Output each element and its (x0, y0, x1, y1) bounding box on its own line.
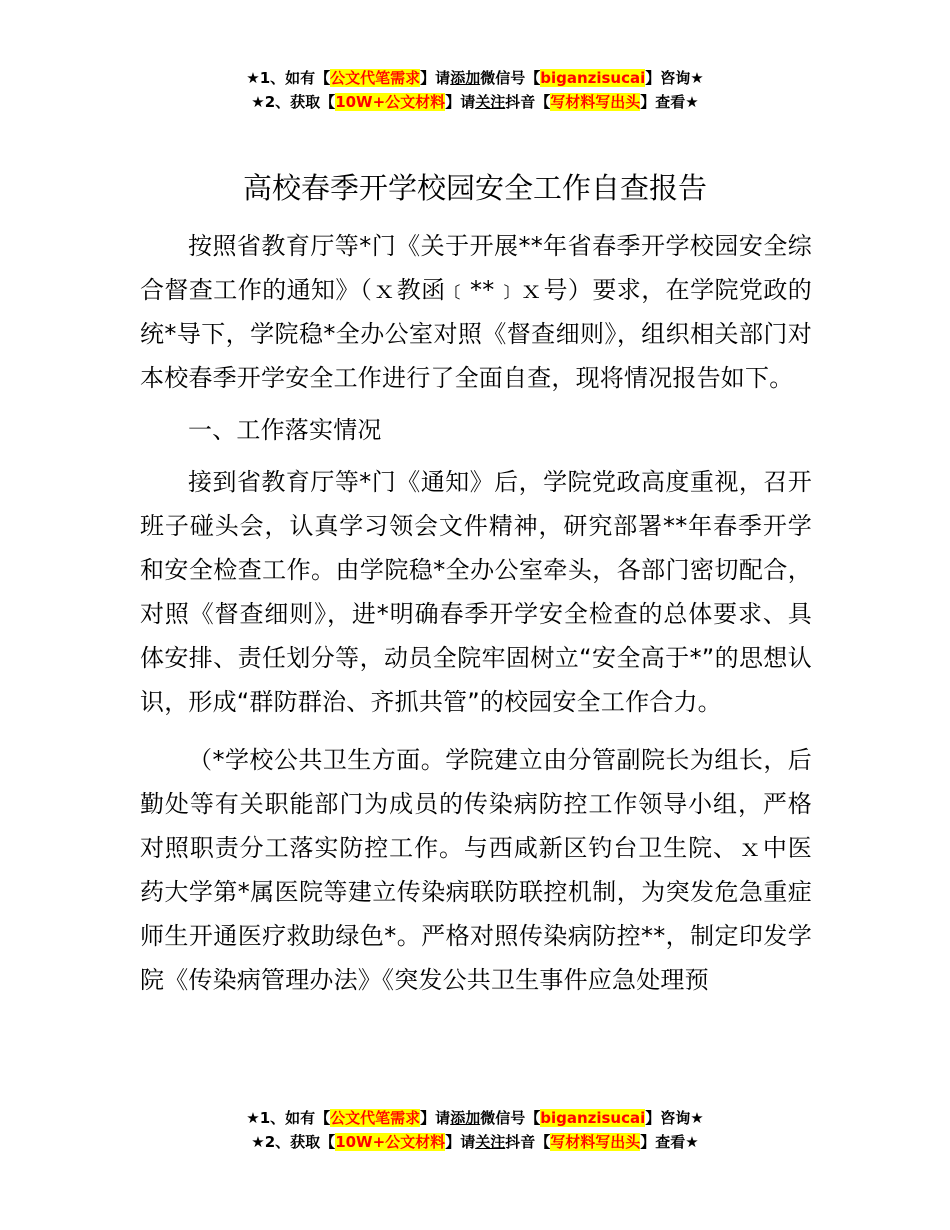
banner-underline: 关注 (475, 1133, 506, 1151)
document-title: 高校春季开学校园安全工作自查报告 (242, 171, 707, 205)
banner-highlight: 写材料写出头 (550, 93, 641, 111)
banner-text: 】请 (445, 1133, 476, 1151)
banner-line-2 (0, 1130, 950, 1154)
banner-text: 】请 (420, 1109, 451, 1127)
banner-line-1 (0, 1106, 950, 1130)
banner-text: 微信号【 (480, 69, 541, 87)
banner-text: ★2、获取【 (251, 93, 336, 111)
banner-text: 微信号【 (480, 1109, 541, 1127)
banner-text: 】请 (445, 93, 476, 111)
document-body (140, 224, 812, 1002)
banner-line-2 (0, 90, 950, 114)
paragraph-work-implementation: 接到省教育厅等*门《通知》后，学院党政高度重视，召开班子碰头会，认真学习领会文件精神，研究部署**年春季开学和安全检查工作。由学院稳*全办公室牵头，各部门密切配合，对照《督查细则》，进*明确春季开学安全检查的总体要求、具体安排、责任划分等，动员全院牢固树立“安全高于*”的思想认识，形成“群防群治、齐抓共管”的校园安全工作合力。 (140, 468, 812, 716)
banner-highlight: 公文代笔需求 (330, 1109, 421, 1127)
banner-line-1 (0, 66, 950, 90)
banner-text: 】查看★ (640, 93, 699, 111)
banner-text: 】咨询★ (645, 69, 704, 87)
paragraph-public-health: （*学校公共卫生方面。学院建立由分管副院长为组长，后勤处等有关职能部门为成员的传染病防控工作领导小组，严格对照职责分工落实防控工作。与西咸新区钓台卫生院、ｘ中医药大学第*属医院等建立传染病联防联控机制，为突发危急重症师生开通医疗救助绿色*。严格对照传染病防控**，制定印发学院《传染病管理办法》《突发公共卫生事件应急处理预 (140, 746, 812, 994)
banner-text: ★2、获取【 (251, 1133, 336, 1151)
banner-underline: 添加 (450, 69, 481, 87)
header-banner (0, 66, 950, 114)
banner-text: 抖音【 (505, 93, 551, 111)
section-heading: 一、工作落实情况 (188, 416, 382, 444)
banner-highlight: biganzisucai (540, 69, 646, 87)
banner-text: ★1、如有【 (246, 69, 331, 87)
banner-highlight: 写材料写出头 (550, 1133, 641, 1151)
banner-text: ★1、如有【 (246, 1109, 331, 1127)
banner-highlight: 10W+公文材料 (335, 93, 446, 111)
banner-highlight: 10W+公文材料 (335, 1133, 446, 1151)
banner-text: 】请 (420, 69, 451, 87)
banner-text: 抖音【 (505, 1133, 551, 1151)
footer-banner (0, 1106, 950, 1154)
paragraph-intro: 按照省教育厅等*门《关于开展**年省春季开学校园安全综合督查工作的通知》（ｘ教函﹝**﹞ｘ号）要求，在学院党政的统*导下，学院稳*全办公室对照《督查细则》，组织相关部门对本校春季开学安全工作进行了全面自查，现将情况报告如下。 (140, 232, 812, 392)
banner-underline: 添加 (450, 1109, 481, 1127)
banner-text: 】咨询★ (645, 1109, 704, 1127)
banner-highlight: biganzisucai (540, 1109, 646, 1127)
banner-text: 】查看★ (640, 1133, 699, 1151)
banner-highlight: 公文代笔需求 (330, 69, 421, 87)
banner-underline: 关注 (475, 93, 506, 111)
